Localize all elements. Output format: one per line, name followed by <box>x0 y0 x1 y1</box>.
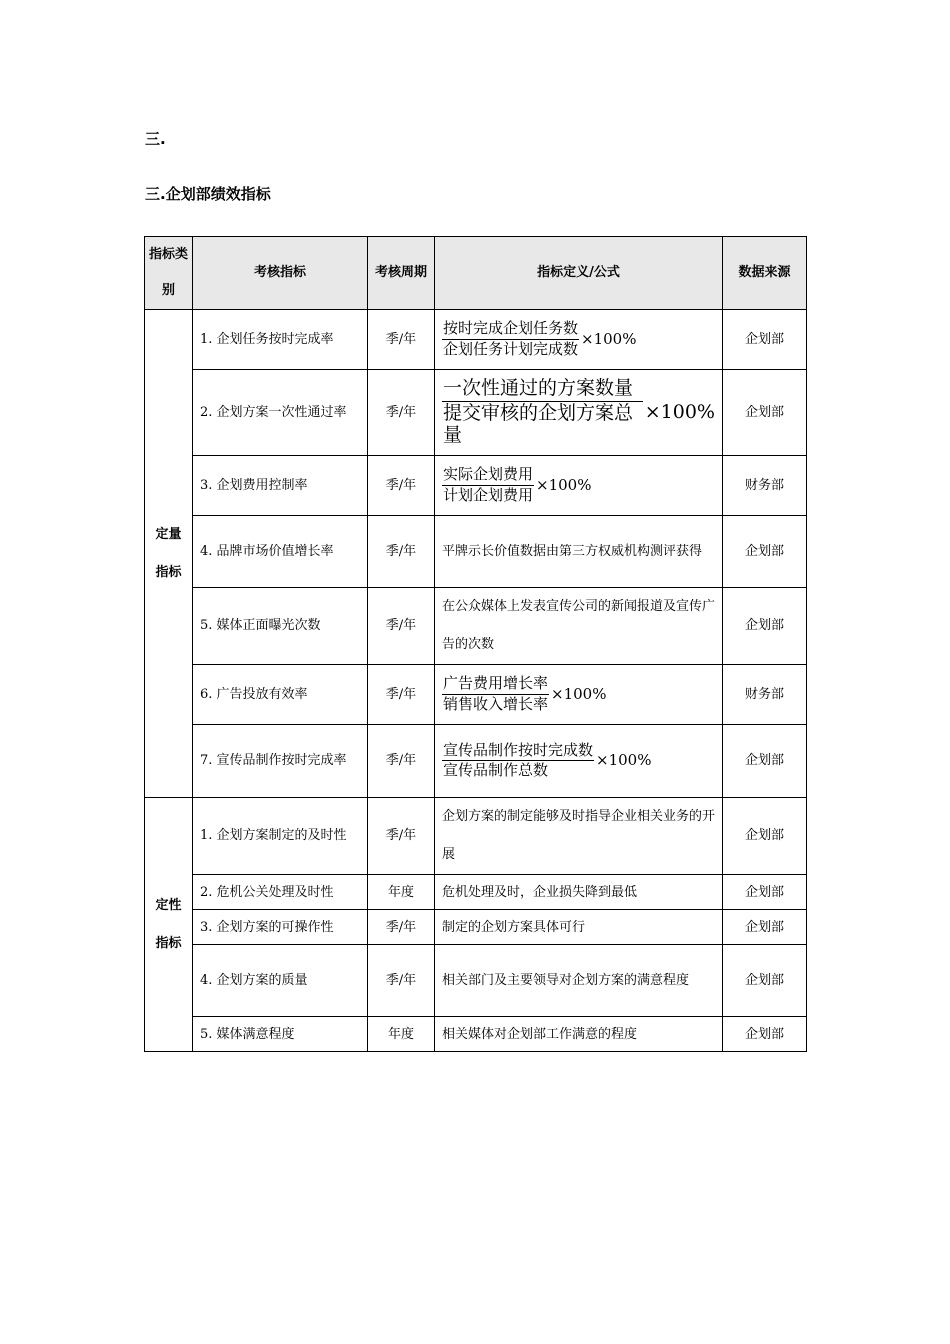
indicator-name: 5. 媒体满意程度 <box>193 1017 368 1052</box>
category-cell-qualitative: 定性指标 <box>145 798 193 1052</box>
formula-numerator: 按时完成企划任务数 <box>442 320 579 339</box>
formula-denominator: 宣传品制作总数 <box>443 761 549 780</box>
formula-multiplier: ×100% <box>551 684 607 703</box>
definition-cell: 相关部门及主要领导对企划方案的满意程度 <box>435 945 723 1017</box>
table-row <box>145 910 807 945</box>
period-cell: 年度 <box>368 1017 435 1052</box>
definition-cell: 制定的企划方案具体可行 <box>435 910 723 945</box>
source-cell: 企划部 <box>723 725 807 798</box>
source-cell: 企划部 <box>723 516 807 588</box>
header-category: 指标类别 <box>145 237 193 310</box>
source-cell: 企划部 <box>723 370 807 456</box>
indicator-name: 3. 企划费用控制率 <box>193 456 368 516</box>
definition-cell: 危机处理及时，企业损失降到最低 <box>435 875 723 910</box>
formula <box>442 675 606 713</box>
formula-denominator: 提交审核的企划方案总量 <box>443 402 634 446</box>
table-header-row <box>145 237 807 310</box>
source-cell: 财务部 <box>723 665 807 725</box>
source-cell: 企划部 <box>723 588 807 665</box>
formula-multiplier: ×100% <box>581 329 637 348</box>
formula-cell <box>435 725 723 798</box>
period-cell: 季/年 <box>368 516 435 588</box>
formula-cell <box>435 456 723 516</box>
period-cell: 季/年 <box>368 456 435 516</box>
formula <box>442 742 651 780</box>
indicator-name: 2. 企划方案一次性通过率 <box>193 370 368 456</box>
source-cell: 财务部 <box>723 456 807 516</box>
period-cell: 季/年 <box>368 370 435 456</box>
indicator-name: 6. 广告投放有效率 <box>193 665 368 725</box>
header-indicator: 考核指标 <box>193 237 368 310</box>
indicator-name: 4. 品牌市场价值增长率 <box>193 516 368 588</box>
formula <box>442 466 591 504</box>
header-source: 数据来源 <box>723 237 807 310</box>
formula <box>442 378 715 447</box>
source-cell: 企划部 <box>723 798 807 875</box>
indicator-name: 5. 媒体正面曝光次数 <box>193 588 368 665</box>
table-row <box>145 370 807 456</box>
formula-denominator: 企划任务计划完成数 <box>443 339 579 358</box>
source-cell: 企划部 <box>723 310 807 370</box>
formula-multiplier: ×100% <box>536 475 592 494</box>
indicator-name: 1. 企划方案制定的及时性 <box>193 798 368 875</box>
formula-cell <box>435 370 723 456</box>
period-cell: 季/年 <box>368 945 435 1017</box>
table-row <box>145 456 807 516</box>
table-row <box>145 665 807 725</box>
table-row <box>145 725 807 798</box>
table-row <box>145 798 807 875</box>
formula-multiplier: ×100% <box>644 400 715 423</box>
period-cell: 季/年 <box>368 910 435 945</box>
table-row <box>145 310 807 370</box>
formula-multiplier: ×100% <box>596 751 652 769</box>
kpi-table <box>144 236 807 1052</box>
section-title: 三.企划部绩效指标 <box>145 185 271 203</box>
formula <box>442 320 636 358</box>
header-period: 考核周期 <box>368 237 435 310</box>
definition-cell: 平牌示长价值数据由第三方权威机构测评获得 <box>435 516 723 588</box>
indicator-name: 2. 危机公关处理及时性 <box>193 875 368 910</box>
definition-cell: 相关媒体对企划部工作满意的程度 <box>435 1017 723 1052</box>
source-cell: 企划部 <box>723 875 807 910</box>
formula-cell <box>435 665 723 725</box>
period-cell: 季/年 <box>368 725 435 798</box>
formula-numerator: 实际企划费用 <box>442 466 534 485</box>
table-row <box>145 875 807 910</box>
formula-numerator: 广告费用增长率 <box>442 675 549 694</box>
period-cell: 季/年 <box>368 310 435 370</box>
header-definition: 指标定义/公式 <box>435 237 723 310</box>
formula-cell <box>435 310 723 370</box>
source-cell: 企划部 <box>723 945 807 1017</box>
period-cell: 季/年 <box>368 588 435 665</box>
definition-cell: 在公众媒体上发表宣传公司的新闻报道及宣传广告的次数 <box>435 588 723 665</box>
table-row <box>145 945 807 1017</box>
indicator-name: 1. 企划任务按时完成率 <box>193 310 368 370</box>
table-row <box>145 516 807 588</box>
table-row <box>145 588 807 665</box>
period-cell: 年度 <box>368 875 435 910</box>
period-cell: 季/年 <box>368 665 435 725</box>
source-cell: 企划部 <box>723 1017 807 1052</box>
heading-small: 三. <box>145 130 166 148</box>
formula-denominator: 计划企划费用 <box>443 485 534 504</box>
category-cell-quantitative: 定量指标 <box>145 310 193 798</box>
formula-numerator: 宣传品制作按时完成数 <box>442 742 594 761</box>
formula-denominator: 销售收入增长率 <box>443 694 549 713</box>
indicator-name: 3. 企划方案的可操作性 <box>193 910 368 945</box>
table-row <box>145 1017 807 1052</box>
indicator-name: 7. 宣传品制作按时完成率 <box>193 725 368 798</box>
definition-cell: 企划方案的制定能够及时指导企业相关业务的开展 <box>435 798 723 875</box>
period-cell: 季/年 <box>368 798 435 875</box>
source-cell: 企划部 <box>723 910 807 945</box>
indicator-name: 4. 企划方案的质量 <box>193 945 368 1017</box>
formula-numerator: 一次性通过的方案数量 <box>442 378 643 402</box>
